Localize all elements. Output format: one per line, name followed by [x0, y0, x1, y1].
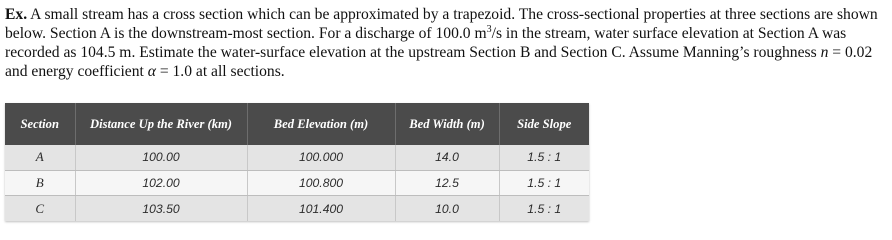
problem-statement	[5, 5, 889, 81]
header-section: Section	[5, 103, 75, 145]
table-header-row	[5, 103, 589, 145]
cell-side-slope: 1.5 : 1	[499, 170, 589, 196]
manning-n-symbol: n	[820, 44, 829, 61]
cell-bed-elevation: 101.400	[247, 196, 395, 221]
header-distance: Distance Up the River (km)	[75, 103, 247, 145]
header-bed-width: Bed Width (m)	[395, 103, 499, 145]
header-side-slope: Side Slope	[499, 103, 589, 145]
cell-distance: 100.00	[75, 145, 247, 170]
section-properties-table	[5, 103, 589, 221]
cell-bed-width: 10.0	[395, 196, 499, 221]
table-row	[5, 196, 589, 221]
cell-section: A	[5, 145, 75, 170]
cell-bed-elevation: 100.000	[247, 145, 395, 170]
cell-distance: 103.50	[75, 196, 247, 221]
cubic-superscript: 3	[486, 23, 492, 35]
alpha-value: = 1.0 at all sections.	[155, 63, 285, 80]
table-row	[5, 145, 589, 170]
cell-distance: 102.00	[75, 170, 247, 196]
problem-text-1: A small stream has a cross section which can be approximated by a trapezoid. The cross-sectional properties at three sections are shown below. Section A is the downstream-most section. For a discharge of 100.0 m	[5, 6, 878, 42]
table-row	[5, 170, 589, 196]
cell-bed-elevation: 100.800	[247, 170, 395, 196]
cell-side-slope: 1.5 : 1	[499, 145, 589, 170]
problem-text-2: /s in the stream, water surface elevation at Section A was recorded as 104.5 m. Estimate the water-surface elevation at the upstream Section B and Section C. Assume Manning’s roughness	[5, 25, 847, 61]
cell-section: B	[5, 170, 75, 196]
cell-section: C	[5, 196, 75, 221]
manning-n-value: = 0.02 and energy coefficient	[5, 44, 873, 80]
cell-bed-width: 14.0	[395, 145, 499, 170]
problem-label: Ex.	[5, 6, 28, 23]
header-bed-elevation: Bed Elevation (m)	[247, 103, 395, 145]
cell-side-slope: 1.5 : 1	[499, 196, 589, 221]
cell-bed-width: 12.5	[395, 170, 499, 196]
alpha-symbol: α	[147, 63, 156, 80]
